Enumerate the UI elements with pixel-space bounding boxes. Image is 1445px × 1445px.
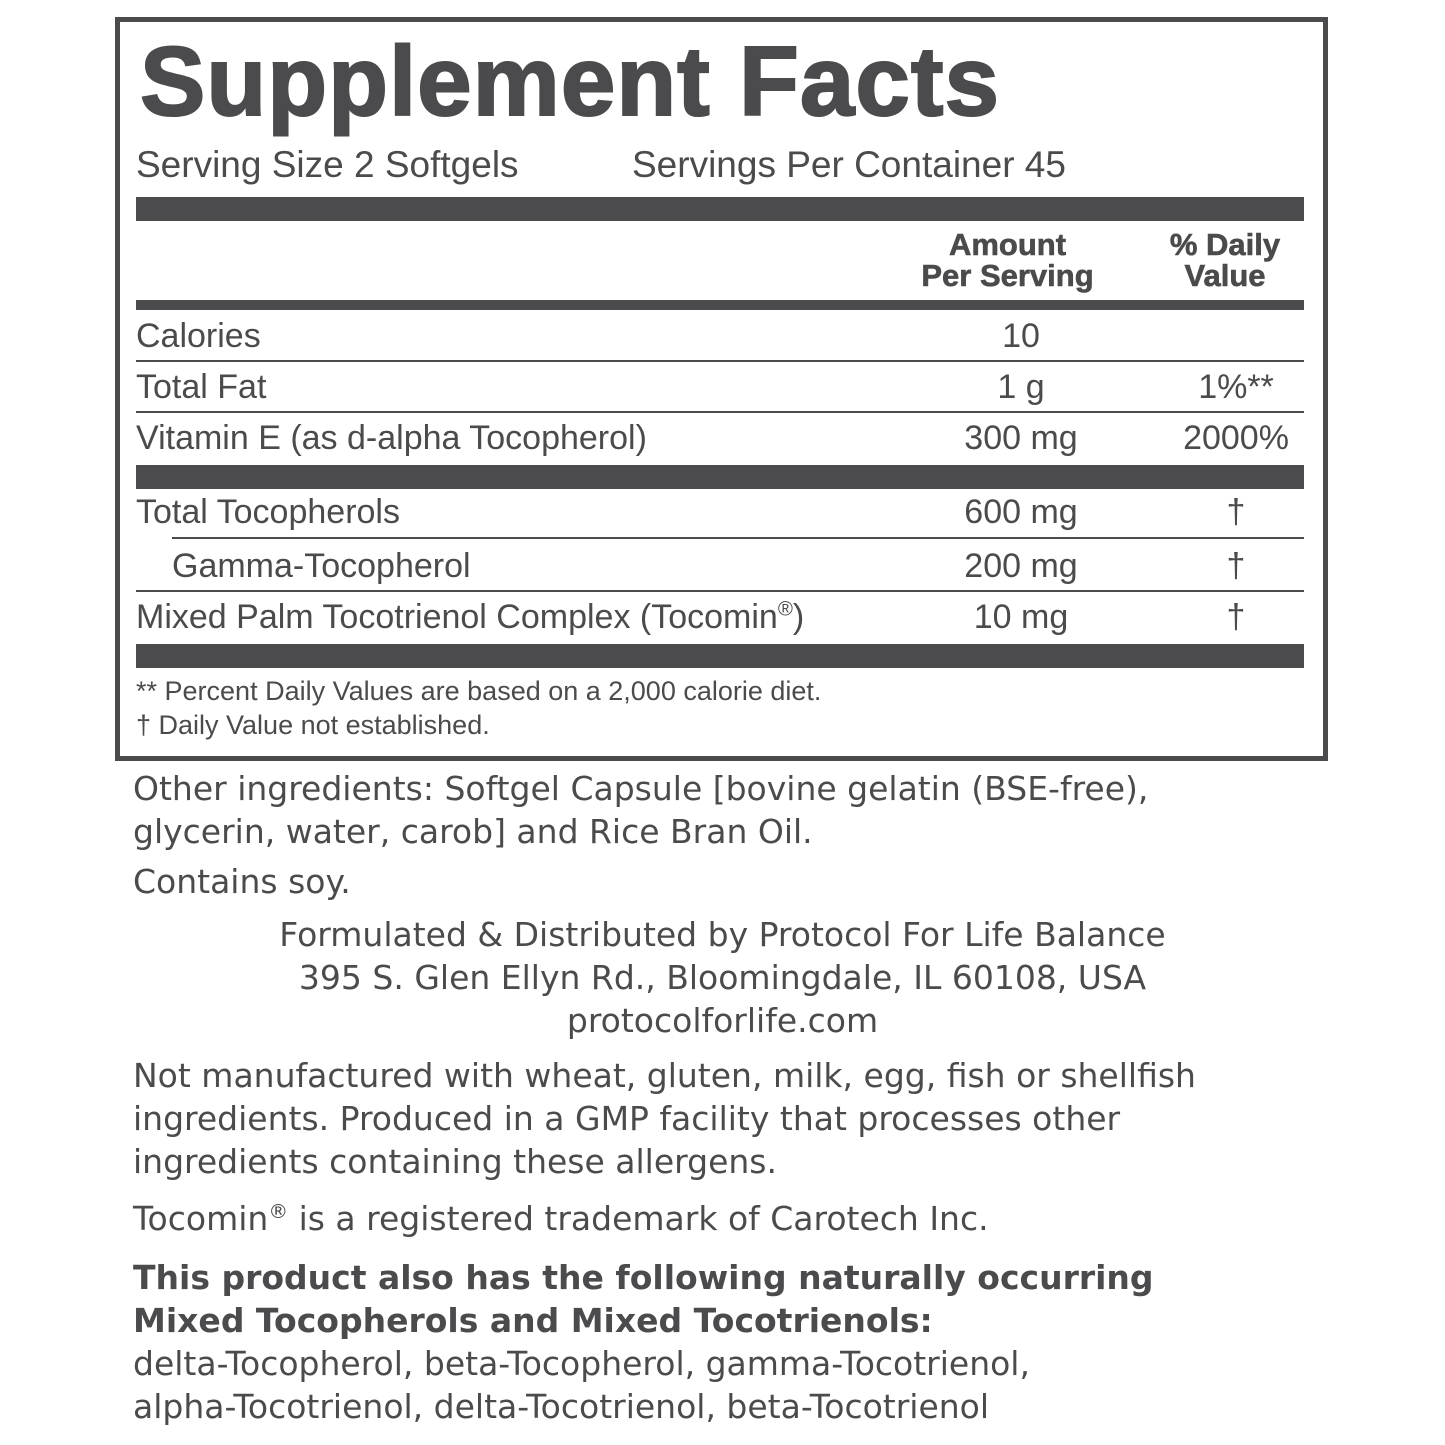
other-ingredients-line2: glycerin, water, carob] and Rice Bran Oil.	[133, 812, 813, 851]
natural-list-line1: delta-Tocopherol, beta-Tocopherol, gamma-Tocotrienol,	[133, 1344, 1030, 1383]
row-divider-indented	[172, 537, 1304, 539]
distributor-website: protocolforlife.com	[566, 1001, 879, 1040]
table-row	[136, 363, 1304, 411]
nutrient-dv: †	[1226, 493, 1246, 531]
contains-soy: Contains soy.	[133, 862, 351, 901]
nutrient-name: Gamma-Tocopherol	[172, 547, 471, 585]
nutrient-amount: 200 mg	[964, 547, 1078, 585]
nutrient-name: Total Tocopherols	[136, 493, 400, 531]
distributor-info	[0, 913, 1445, 1042]
row-divider	[136, 590, 1304, 592]
allergen-line2: ingredients. Produced in a GMP facility that processes other	[133, 1099, 1121, 1138]
other-ingredients-line1: Other ingredients: Softgel Capsule [bovine gelatin (BSE-free),	[133, 769, 1149, 808]
column-header-amount	[890, 229, 1125, 291]
column-header-dv-line2: Value	[1184, 258, 1266, 293]
natural-compounds	[133, 1256, 1333, 1428]
nutrient-name-text: Mixed Palm Tocotrienol Complex (Tocomin	[136, 598, 778, 636]
column-header-amount-line1: Amount	[948, 227, 1067, 262]
nutrient-name: Calories	[136, 317, 261, 355]
distributor-line1: Formulated & Distributed by Protocol For Life Balance	[279, 915, 1166, 954]
serving-size: Serving Size 2 Softgels	[136, 144, 519, 185]
nutrient-dv: 2000%	[1183, 419, 1289, 457]
distributor-address: 395 S. Glen Ellyn Rd., Bloomingdale, IL 60108, USA	[298, 958, 1147, 997]
table-row	[136, 542, 1304, 590]
footnotes	[136, 674, 821, 742]
table-row	[136, 488, 1304, 536]
serving-info	[136, 144, 1066, 185]
nutrient-name: Total Fat	[136, 368, 267, 406]
table-row	[136, 593, 1304, 641]
supplement-facts-panel	[115, 17, 1328, 761]
row-divider	[136, 411, 1304, 413]
allergen-statement	[133, 1054, 1333, 1183]
registered-mark: ®	[268, 1200, 289, 1223]
nutrient-amount: 300 mg	[964, 419, 1078, 457]
nutrient-amount: 10	[1002, 317, 1040, 355]
nutrient-amount: 1 g	[997, 368, 1045, 406]
natural-heading-line2: Mixed Tocopherols and Mixed Tocotrienols:	[133, 1301, 933, 1340]
column-header-daily-value	[1145, 229, 1305, 291]
servings-per-container: Servings Per Container 45	[632, 144, 1066, 185]
allergen-line1: Not manufactured with wheat, gluten, milk, egg, fish or shellfish	[133, 1056, 1196, 1095]
supplement-facts-title: Supplement Facts	[140, 26, 1001, 136]
table-row	[136, 312, 1304, 360]
table-row	[136, 414, 1304, 462]
footnote-daily-values: ** Percent Daily Values are based on a 2,000 calorie diet.	[136, 676, 822, 706]
row-divider	[136, 360, 1304, 362]
natural-heading-line1: This product also has the following naturally occurring	[133, 1258, 1154, 1297]
column-header-amount-line2: Per Serving	[921, 258, 1094, 293]
nutrient-dv: †	[1226, 598, 1246, 636]
thick-divider-middle	[136, 465, 1304, 489]
trademark-statement	[133, 1197, 1333, 1240]
allergen-line3: ingredients containing these allergens.	[133, 1142, 777, 1181]
registered-mark: ®	[777, 598, 793, 621]
other-ingredients	[133, 767, 1333, 853]
nutrient-amount: 10 mg	[973, 598, 1069, 636]
trademark-name: Tocomin	[133, 1199, 269, 1238]
nutrient-name	[136, 593, 804, 641]
footnote-not-established: † Daily Value not established.	[136, 710, 490, 740]
thick-divider-top	[136, 197, 1304, 221]
nutrient-amount: 600 mg	[964, 493, 1078, 531]
nutrient-dv: 1%**	[1198, 368, 1274, 406]
header-divider	[136, 300, 1304, 310]
natural-list-line2: alpha-Tocotrienol, delta-Tocotrienol, beta-Tocotrienol	[133, 1387, 990, 1426]
column-header-dv-line1: % Daily	[1169, 227, 1281, 262]
nutrient-dv: †	[1226, 547, 1246, 585]
nutrient-name-end: )	[792, 598, 805, 636]
trademark-text: is a registered trademark of Carotech Inc.	[288, 1199, 989, 1238]
nutrient-name: Vitamin E (as d-alpha Tocopherol)	[136, 419, 647, 457]
thick-divider-bottom	[136, 644, 1304, 668]
